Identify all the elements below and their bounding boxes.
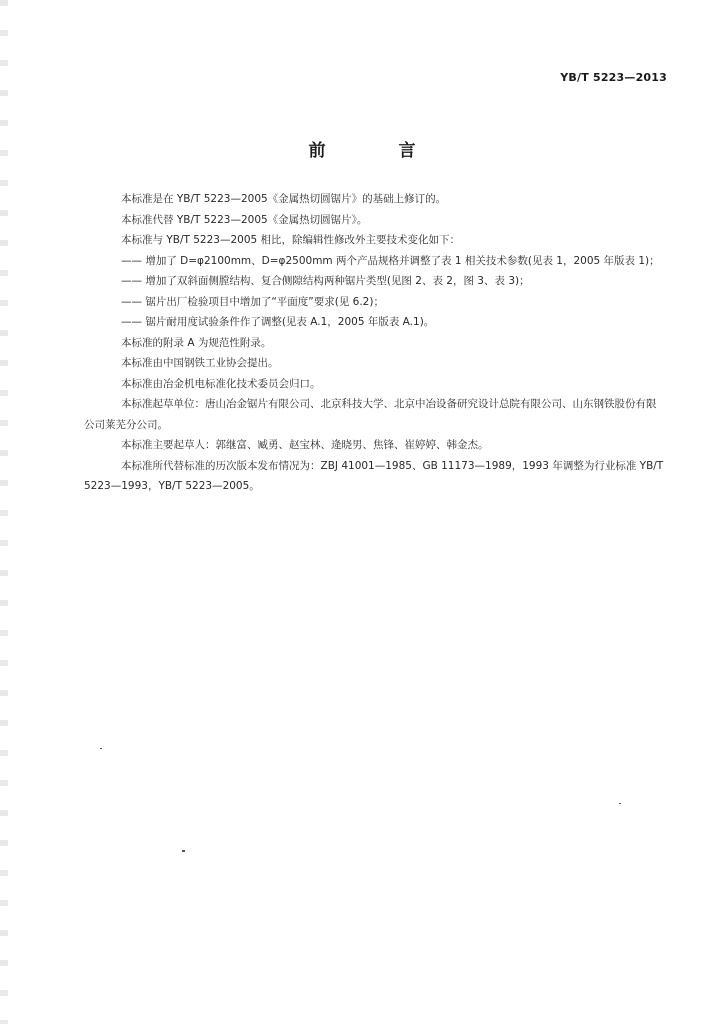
paragraph-basis: 本标准是在 YB/T 5223—2005《金属热切圆锯片》的基础上修订的。 <box>121 193 447 205</box>
scan-speck <box>619 803 621 804</box>
paragraph-annex: 本标准的附录 A 为规范性附录。 <box>121 336 272 349</box>
paragraph-change-1: —— 增加了 D=φ2100mm、D=φ2500mm 两个产品规格并调整了表 1 相关技术参数(见表 1，2005 年版表 1)； <box>121 254 660 267</box>
paragraph-drafting-units: 本标准起草单位：唐山冶金锯片有限公司、北京科技大学、北京中冶设备研究设计总院有限公司、山东钢铁股份有限公司莱芜分公司。 <box>84 398 657 431</box>
paragraph-history: 本标准所代替标准的历次版本发布情况为：ZBJ 41001—1985、GB 11173—1989，1993 年调整为行业标准 YB/T 5223—1993，YB/T 5223—2005。 <box>84 459 664 492</box>
page-title: 前 言 <box>308 141 444 161</box>
standard-code: YB/T 5223—2013 <box>560 71 667 84</box>
paragraph-proposer: 本标准由中国钢铁工业协会提出。 <box>121 357 279 369</box>
paragraph-replaces: 本标准代替 YB/T 5223—2005《金属热切圆锯片》。 <box>121 213 368 226</box>
paragraph-drafters: 本标准主要起草人：郭继富、臧勇、赵宝林、逄晓男、焦锋、崔婷婷、韩金杰。 <box>121 439 489 451</box>
paragraph-change-2: —— 增加了双斜面侧膛结构、复合侧隙结构两种锯片类型(见图 2、表 2，图 3、表 3)； <box>121 275 530 287</box>
scan-speck <box>182 850 185 852</box>
paragraph-change-4: —— 锯片耐用度试验条件作了调整(见表 A.1，2005 年版表 A.1)。 <box>121 316 435 328</box>
paragraph-changes-intro: 本标准与 YB/T 5223—2005 相比，除编辑性修改外主要技术变化如下： <box>121 234 461 246</box>
foreword-body <box>84 189 666 497</box>
scan-speck <box>100 748 102 749</box>
paragraph-committee: 本标准由冶金机电标准化技术委员会归口。 <box>121 377 321 390</box>
paragraph-change-3: —— 锯片出厂检验项目中增加了“平面度”要求(见 6.2)； <box>121 295 384 308</box>
